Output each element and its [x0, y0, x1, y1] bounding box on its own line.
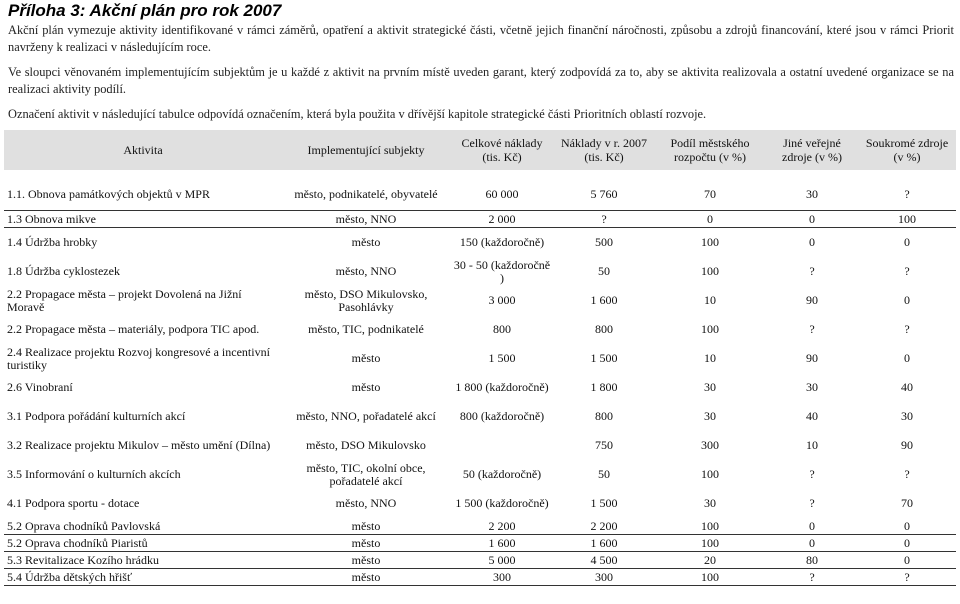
total-costs-cell: 60 000 [450, 174, 554, 211]
column-header-private-sources: Soukromé zdroje (v %) [858, 130, 956, 174]
implementers-cell: město [351, 380, 381, 394]
private-cell: ? [904, 264, 910, 278]
table-row [4, 518, 956, 535]
column-header-total-costs: Celkové náklady (tis. Kč) [450, 130, 554, 174]
column-header-costs-2007: Náklady v r. 2007 (tis. Kč) [554, 130, 654, 174]
column-header-activity: Aktivita [4, 130, 282, 174]
city-share-cell: 100 [701, 467, 719, 481]
city-share-cell: 0 [654, 211, 766, 228]
table-row [4, 174, 956, 211]
implementers-cell: město, DSO Mikulovsko, Pasohlávky [304, 286, 428, 314]
table-body [4, 174, 956, 586]
costs-2007-cell: 1 500 [590, 351, 618, 365]
activity-cell: 4.1 Podpora sportu - dotace [7, 496, 140, 510]
implementers-cell: město [282, 552, 450, 569]
implementers-cell: město [282, 518, 450, 535]
implementers-cell: město, NNO, pořadatelé akcí [296, 409, 436, 423]
activity-cell: 1.1. Obnova památkových objektů v MPR [4, 174, 282, 211]
city-share-cell: 30 [704, 380, 716, 394]
total-costs-cell: 1 600 [450, 535, 554, 552]
implementers-cell: město, TIC, okolní obce, pořadatelé akcí [306, 460, 426, 488]
costs-2007-cell: 4 500 [554, 552, 654, 569]
total-costs-cell: 2 200 [450, 518, 554, 535]
private-cell: 0 [904, 351, 910, 365]
city-share-cell: 300 [701, 438, 719, 452]
other-public-cell: 40 [806, 409, 818, 423]
other-public-cell: 0 [766, 518, 858, 535]
total-costs-cell: 50 (každoročně) [462, 467, 542, 481]
implementers-cell: město [282, 569, 450, 586]
activity-cell: 3.1 Podpora pořádání kulturních akcí [7, 409, 186, 423]
costs-2007-cell: 800 [595, 409, 613, 423]
implementers-cell: město, NNO [335, 496, 397, 510]
city-share-cell: 100 [654, 535, 766, 552]
costs-2007-cell: 300 [554, 569, 654, 586]
costs-2007-cell: 50 [598, 467, 610, 481]
city-share-cell: 100 [701, 235, 719, 249]
other-public-cell: 10 [806, 438, 818, 452]
other-public-cell: ? [809, 496, 815, 510]
other-public-cell: 30 [766, 174, 858, 211]
activity-cell: 2.6 Vinobraní [7, 380, 73, 394]
column-header-other-public-sources: Jiné veřejné zdroje (v %) [766, 130, 858, 174]
table-row [4, 552, 956, 569]
activity-cell: 3.5 Informování o kulturních akcích [7, 467, 181, 481]
table-row [4, 286, 956, 315]
city-share-cell: 30 [704, 409, 716, 423]
action-plan-table [4, 130, 956, 586]
activity-cell: 5.3 Revitalizace Kozího hrádku [4, 552, 282, 569]
costs-2007-cell: 5 760 [554, 174, 654, 211]
total-costs-cell [450, 431, 554, 460]
total-costs-cell: 1 500 [488, 351, 516, 365]
implementers-paragraph: Ve sloupci věnovaném implementujícím subjektům je u každé z aktivit na prvním místě uveden garant, který zodpovídá za to, aby se aktivita realizovala a ostatní uvedené organizace se na realizaci aktivity podílí. [8, 65, 954, 96]
private-cell: ? [858, 174, 956, 211]
activity-cell: 5.2 Oprava chodníků Pavlovská [4, 518, 282, 535]
city-share-cell: 100 [701, 322, 719, 336]
costs-2007-cell: 2 200 [554, 518, 654, 535]
costs-2007-cell: 800 [595, 322, 613, 336]
table-row [4, 489, 956, 518]
implementers-cell: město [282, 535, 450, 552]
total-costs-cell: 1 800 (každoročně) [455, 380, 549, 394]
private-cell: 0 [858, 518, 956, 535]
table-row [4, 211, 956, 228]
implementers-cell: město, DSO Mikulovsko [306, 438, 426, 452]
private-cell: ? [904, 467, 910, 481]
total-costs-cell: 5 000 [450, 552, 554, 569]
private-cell: 0 [904, 235, 910, 249]
column-header-city-budget-share: Podíl městského rozpočtu (v %) [654, 130, 766, 174]
private-cell: 0 [858, 535, 956, 552]
city-share-cell: 10 [704, 351, 716, 365]
total-costs-cell: 3 000 [488, 293, 516, 307]
costs-2007-cell: 750 [595, 438, 613, 452]
total-costs-cell: 150 (každoročně) [459, 235, 545, 249]
city-share-cell: 100 [654, 518, 766, 535]
private-cell: 100 [858, 211, 956, 228]
costs-2007-cell: 50 [598, 264, 610, 278]
total-costs-cell: 2 000 [450, 211, 554, 228]
page-title: Příloha 3: Akční plán pro rok 2007 [8, 1, 282, 20]
table-row [4, 460, 956, 489]
other-public-cell: 90 [806, 351, 818, 365]
costs-2007-cell: ? [554, 211, 654, 228]
table-header [4, 130, 956, 174]
city-share-cell: 100 [701, 264, 719, 278]
private-cell: 30 [901, 409, 913, 423]
table-row [4, 569, 956, 586]
table-row [4, 373, 956, 402]
implementers-cell: město, podnikatelé, obyvatelé [282, 174, 450, 211]
activity-cell: 2.4 Realizace projektu Rozvoj kongresové a incentivní turistiky [7, 344, 270, 372]
private-cell: ? [858, 569, 956, 586]
table-row [4, 431, 956, 460]
implementers-cell: město, NNO [335, 264, 397, 278]
costs-2007-cell: 1 800 [590, 380, 618, 394]
private-cell: 70 [901, 496, 913, 510]
city-share-cell: 100 [654, 569, 766, 586]
table-row [4, 535, 956, 552]
private-cell: 0 [858, 552, 956, 569]
table-row [4, 315, 956, 344]
activity-cell: 1.8 Údržba cyklostezek [7, 264, 120, 278]
other-public-cell: 0 [766, 535, 858, 552]
total-costs-cell: 30 - 50 (každoročně ) [453, 257, 551, 285]
other-public-cell: 90 [806, 293, 818, 307]
table-row [4, 257, 956, 286]
city-share-cell: 30 [704, 496, 716, 510]
table-row [4, 228, 956, 258]
implementers-cell: město, TIC, podnikatelé [308, 322, 424, 336]
city-share-cell: 70 [654, 174, 766, 211]
other-public-cell: 0 [766, 211, 858, 228]
other-public-cell: 0 [809, 235, 815, 249]
activity-cell: 5.2 Oprava chodníků Piaristů [4, 535, 282, 552]
total-costs-cell: 1 500 (každoročně) [455, 496, 549, 510]
costs-2007-cell: 500 [595, 235, 613, 249]
total-costs-cell: 300 [450, 569, 554, 586]
private-cell: 0 [904, 293, 910, 307]
activity-cell: 5.4 Údržba dětských hřišť [4, 569, 282, 586]
intro-paragraph: Akční plán vymezuje aktivity identifikované v rámci záměrů, opatření a aktivit strategické části, včetně jejich finanční náročnosti, způsobu a zdrojů financování, které jsou v rámci Priorit navrženy k realizaci v následujícím roce. [8, 23, 954, 54]
other-public-cell: 80 [766, 552, 858, 569]
private-cell: 40 [901, 380, 913, 394]
costs-2007-cell: 1 600 [554, 535, 654, 552]
other-public-cell: ? [809, 322, 815, 336]
other-public-cell: 30 [806, 380, 818, 394]
private-cell: ? [904, 322, 910, 336]
total-costs-cell: 800 (každoročně) [459, 409, 545, 423]
activity-cell: 2.2 Propagace města – materiály, podpora TIC apod. [7, 322, 260, 336]
city-share-cell: 10 [704, 293, 716, 307]
table-row [4, 402, 956, 431]
activity-cell: 2.2 Propagace města – projekt Dovolená na Jižní Moravě [7, 286, 242, 314]
implementers-cell: město [351, 235, 381, 249]
other-public-cell: ? [766, 569, 858, 586]
costs-2007-cell: 1 500 [590, 496, 618, 510]
other-public-cell: ? [809, 467, 815, 481]
costs-2007-cell: 1 600 [590, 293, 618, 307]
total-costs-cell: 800 [493, 322, 511, 336]
activity-cell: 1.4 Údržba hrobky [7, 235, 98, 249]
implementers-cell: město, NNO [282, 211, 450, 228]
city-share-cell: 20 [654, 552, 766, 569]
activity-cell: 1.3 Obnova mikve [4, 211, 282, 228]
activity-cell: 3.2 Realizace projektu Mikulov – město umění (Dílna) [7, 438, 271, 452]
table-row [4, 344, 956, 373]
private-cell: 90 [901, 438, 913, 452]
labeling-paragraph: Označení aktivit v následující tabulce odpovídá označením, která byla použita v dřívější kapitole strategické části Prioritních oblastí rozvoje. [8, 107, 707, 121]
other-public-cell: ? [809, 264, 815, 278]
column-header-implementers: Implementující subjekty [282, 130, 450, 174]
implementers-cell: město [351, 351, 381, 365]
